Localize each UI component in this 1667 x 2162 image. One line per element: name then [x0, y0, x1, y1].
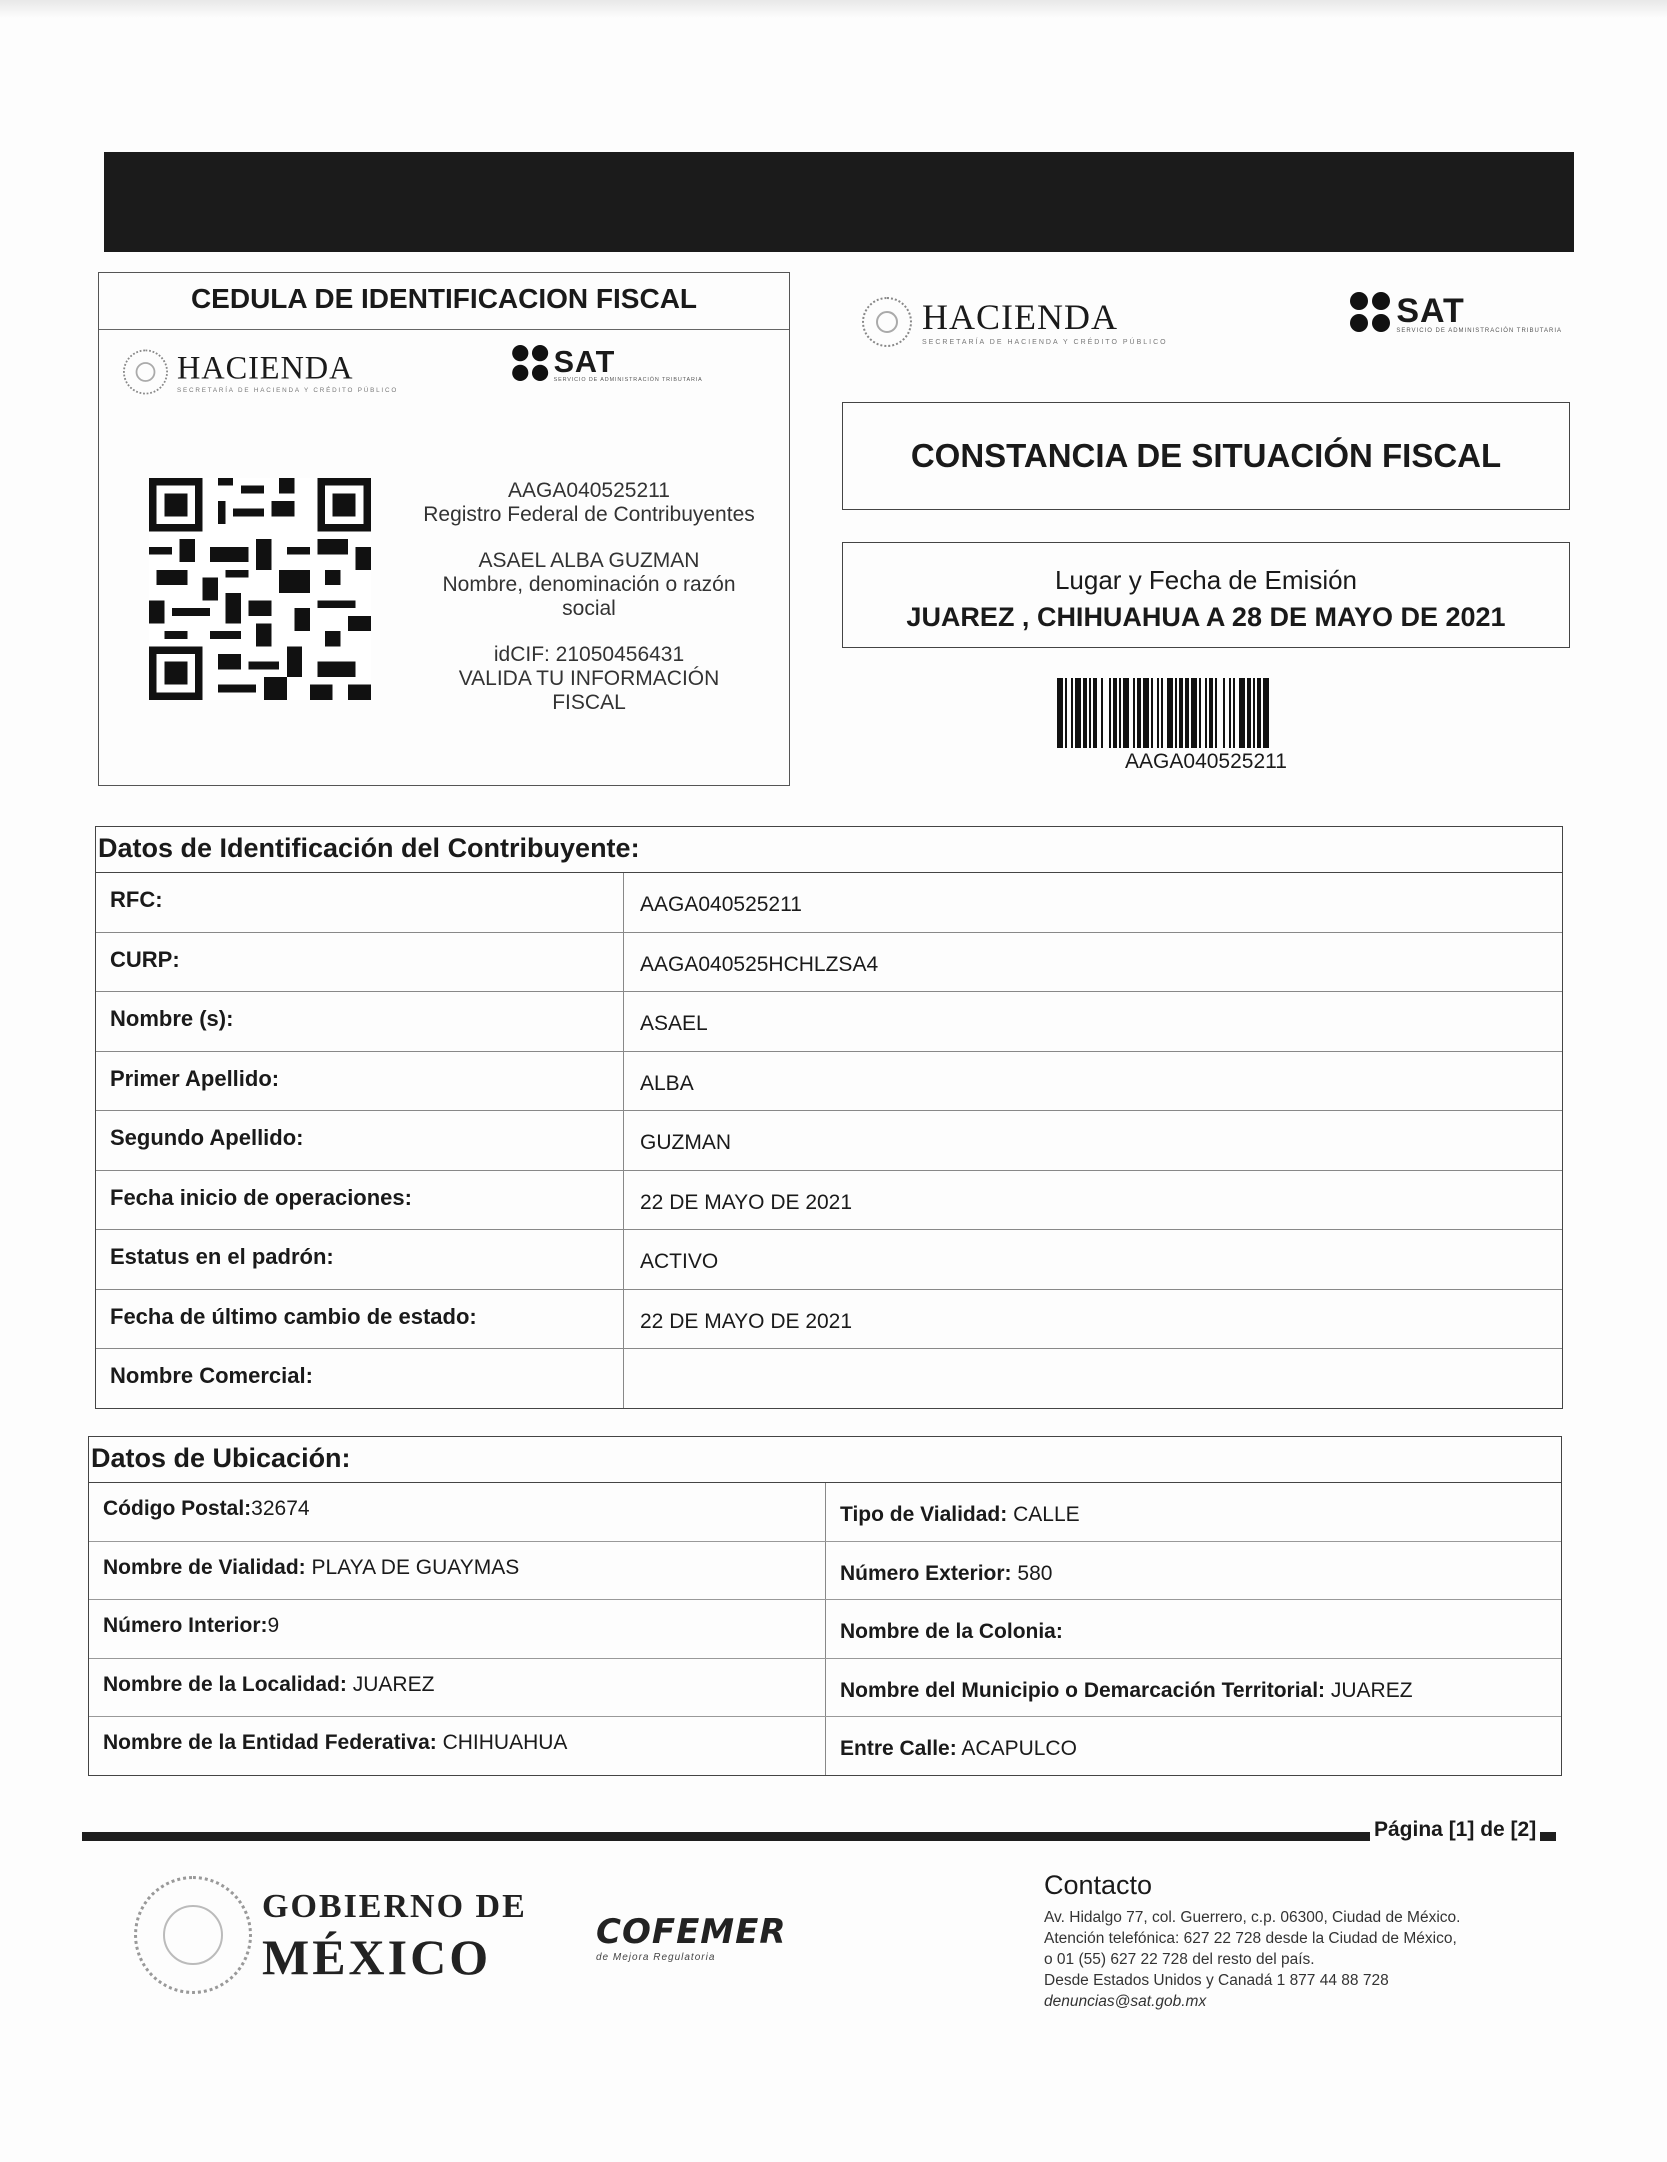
field-value: GUZMAN	[640, 1131, 731, 1154]
gobierno-line-1: GOBIERNO DE	[262, 1888, 527, 1925]
hacienda-logo	[123, 345, 398, 399]
hacienda-logo	[862, 292, 1168, 352]
cedula-name-caption-2: social	[562, 597, 616, 620]
location-cell	[825, 1600, 1561, 1658]
page-indicator: Página [1] de [2]	[1370, 1818, 1540, 1842]
location-cell	[89, 1659, 825, 1717]
scan-edge	[0, 0, 1667, 18]
table-row	[96, 1349, 1562, 1408]
field-label: Tipo de Vialidad:	[840, 1503, 1008, 1526]
field-label: RFC:	[96, 873, 624, 932]
table-row	[96, 933, 1562, 993]
contacto-email[interactable]: denuncias@sat.gob.mx	[1044, 1993, 1207, 2010]
field-value	[624, 1349, 1562, 1408]
field-label: Nombre del Municipio o Demarcación Territorial:	[840, 1678, 1326, 1702]
redacted-header-band	[104, 152, 1574, 252]
cedula-valida-2: FISCAL	[552, 691, 626, 714]
field-label: Segundo Apellido:	[96, 1111, 624, 1170]
field-label: Entre Calle:	[840, 1737, 957, 1760]
field-label: Nombre Comercial:	[96, 1349, 624, 1408]
field-label: Primer Apellido:	[96, 1052, 624, 1111]
cedula-name: ASAEL ALBA GUZMAN	[478, 549, 700, 572]
location-cell	[89, 1717, 825, 1775]
constancia-title-box	[842, 402, 1570, 510]
table-row	[96, 1171, 1562, 1231]
gobierno-line-2: MÉXICO	[262, 1929, 492, 1985]
location-cell	[89, 1542, 825, 1600]
hacienda-seal-icon	[862, 297, 912, 347]
field-value: PLAYA DE GUAYMAS	[311, 1555, 520, 1579]
field-value: 9	[267, 1614, 280, 1637]
field-value: JUAREZ	[352, 1672, 435, 1696]
sat-logo	[1350, 292, 1562, 352]
field-label: Número Exterior:	[840, 1561, 1012, 1585]
field-value: JUAREZ	[1330, 1678, 1413, 1702]
field-value: AAGA040525HCHLZSA4	[640, 952, 879, 976]
cedula-valida: VALIDA TU INFORMACIÓN	[458, 667, 720, 690]
table-row	[89, 1600, 1561, 1659]
contacto-address: Av. Hidalgo 77, col. Guerrero, c.p. 06300, Ciudad de México.	[1044, 1909, 1461, 1926]
field-value: 32674	[251, 1497, 310, 1520]
sat-subtitle: SERVICIO DE ADMINISTRACIÓN TRIBUTARIA	[1396, 328, 1562, 334]
cofemer-logo	[596, 1912, 787, 1963]
sat-wordmark: SAT	[1396, 292, 1465, 330]
lugar-fecha-box	[842, 542, 1570, 648]
field-label: CURP:	[96, 933, 624, 992]
field-label: Nombre de la Localidad:	[103, 1672, 347, 1696]
location-cell	[825, 1483, 1561, 1541]
contacto-title: Contacto	[1044, 1870, 1153, 1900]
table-row	[96, 992, 1562, 1052]
field-value: CHIHUAHUA	[442, 1731, 568, 1754]
gobierno-seal-icon	[134, 1876, 252, 1994]
ubicacion-section	[88, 1436, 1562, 1776]
cedula-card	[98, 272, 790, 786]
hacienda-wordmark: HACIENDA	[922, 296, 1118, 337]
field-value: ASAEL	[640, 1012, 708, 1035]
gobierno-logo	[262, 1888, 527, 1986]
ubicacion-rows	[89, 1483, 1561, 1775]
sat-logo	[512, 345, 703, 399]
location-cell	[825, 1542, 1561, 1600]
cofemer-subtitle: de Mejora Regulatoria	[596, 1952, 716, 1963]
location-cell	[89, 1483, 825, 1541]
cedula-idcif: idCIF: 21050456431	[493, 643, 685, 666]
hacienda-subtitle: SECRETARÍA DE HACIENDA Y CRÉDITO PÚBLICO	[177, 386, 399, 394]
sat-wordmark: SAT	[553, 345, 616, 380]
field-value: 22 DE MAYO DE 2021	[640, 1190, 853, 1214]
field-value: 22 DE MAYO DE 2021	[640, 1309, 853, 1333]
lugar-label: Lugar y Fecha de Emisión	[1054, 565, 1358, 595]
table-row	[89, 1717, 1561, 1775]
table-row	[96, 1111, 1562, 1171]
identificacion-title: Datos de Identificación del Contribuyente:	[96, 827, 1562, 873]
field-value: AAGA040525211	[640, 893, 802, 916]
location-cell	[825, 1717, 1561, 1775]
lugar-value: JUAREZ , CHIHUAHUA A 28 DE MAYO DE 2021	[906, 602, 1506, 632]
hacienda-seal-icon	[123, 350, 168, 395]
cofemer-wordmark: COFEMER	[596, 1912, 787, 1952]
contacto-phone-national: o 01 (55) 627 22 728 del resto del país.	[1044, 1951, 1315, 1968]
field-label: Número Interior:	[103, 1614, 268, 1637]
qr-code-icon	[149, 478, 371, 700]
cedula-rfc: AAGA040525211	[508, 479, 670, 502]
contacto-block	[1044, 1870, 1564, 2012]
divider	[99, 329, 789, 330]
field-label: Nombre de la Colonia:	[840, 1620, 1063, 1643]
cedula-title: CEDULA DE IDENTIFICACION FISCAL	[190, 283, 698, 314]
field-value: ACTIVO	[640, 1250, 719, 1273]
table-row	[96, 1230, 1562, 1290]
location-cell	[89, 1600, 825, 1658]
field-label: Fecha de último cambio de estado:	[96, 1290, 624, 1349]
ubicacion-title: Datos de Ubicación:	[89, 1437, 1561, 1483]
field-label: Nombre de Vialidad:	[103, 1555, 306, 1579]
table-row	[96, 873, 1562, 933]
field-label: Nombre (s):	[96, 992, 624, 1051]
cedula-info	[409, 479, 769, 715]
identificacion-rows	[96, 873, 1562, 1408]
sat-dots-icon	[512, 345, 548, 381]
cedula-name-caption: Nombre, denominación o razón	[442, 573, 736, 596]
barcode-text: AAGA040525211	[1125, 750, 1287, 773]
cedula-rfc-caption: Registro Federal de Contribuyentes	[423, 503, 755, 526]
footer-rule	[82, 1832, 1556, 1841]
hacienda-wordmark: HACIENDA	[177, 349, 354, 386]
hacienda-subtitle: SECRETARÍA DE HACIENDA Y CRÉDITO PÚBLICO	[922, 338, 1168, 346]
field-value: 580	[1017, 1561, 1053, 1585]
barcode-icon	[1057, 678, 1355, 748]
field-label: Fecha inicio de operaciones:	[96, 1171, 624, 1230]
table-row	[89, 1542, 1561, 1601]
identificacion-section	[95, 826, 1563, 1409]
table-row	[89, 1483, 1561, 1542]
location-cell	[825, 1659, 1561, 1717]
field-value: CALLE	[1013, 1503, 1080, 1526]
card-logos	[123, 345, 773, 405]
field-value: ACAPULCO	[961, 1737, 1077, 1760]
table-row	[89, 1659, 1561, 1718]
header-logos	[862, 292, 1562, 352]
field-label: Estatus en el padrón:	[96, 1230, 624, 1289]
table-row	[96, 1290, 1562, 1350]
sat-dots-icon	[1350, 292, 1390, 332]
field-label: Nombre de la Entidad Federativa:	[103, 1731, 437, 1754]
contacto-phone: Atención telefónica: 627 22 728 desde la Ciudad de México,	[1044, 1930, 1457, 1947]
table-row	[96, 1052, 1562, 1112]
contacto-phone-us: Desde Estados Unidos y Canadá 1 877 44 88 728	[1044, 1972, 1389, 1989]
field-value: ALBA	[640, 1071, 694, 1095]
field-label: Código Postal:	[103, 1497, 252, 1520]
sat-subtitle: SERVICIO DE ADMINISTRACIÓN TRIBUTARIA	[553, 377, 703, 383]
constancia-title: CONSTANCIA DE SITUACIÓN FISCAL	[910, 437, 1502, 474]
